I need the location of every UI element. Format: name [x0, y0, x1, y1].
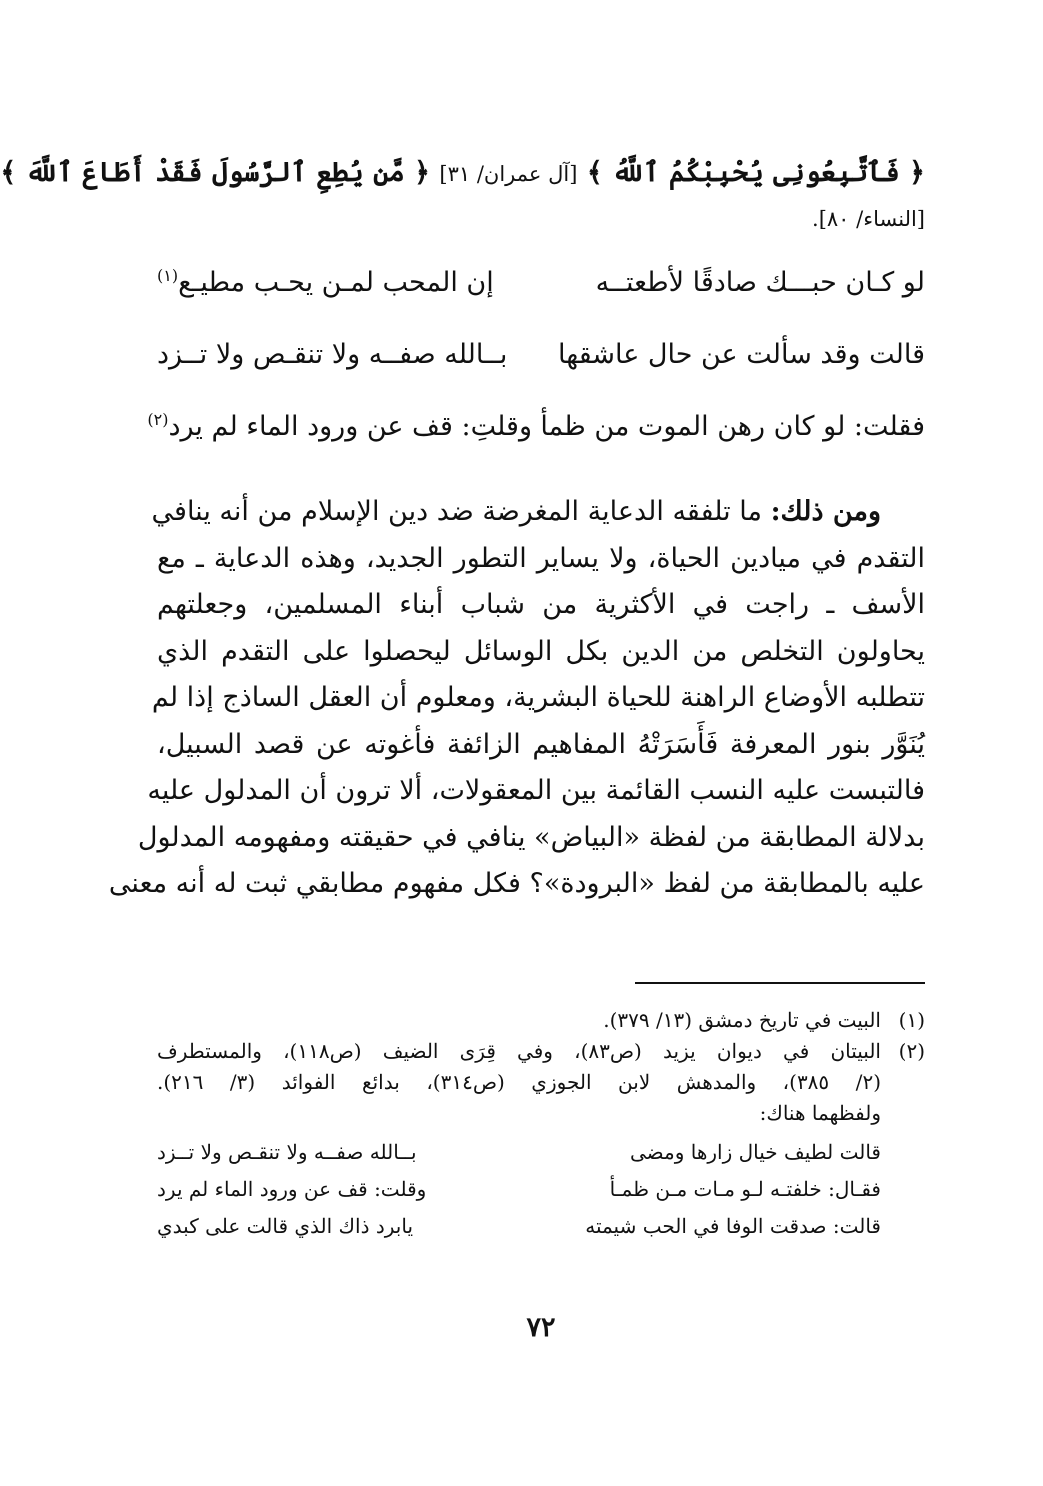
poem-second-hemistich: بــالله صفــه ولا تنقـص ولا تــزد	[157, 339, 508, 370]
footnotes	[157, 1005, 925, 1248]
prose-line: التقدم في ميادين الحياة، ولا يساير التطور الجديد، وهذه الدعاية ـ مع	[157, 542, 925, 574]
footnote-poem-first: فقـال: خلفتـه لـو مـات مـن ظمـأ	[609, 1177, 881, 1201]
footnote-number: (٢)	[898, 1039, 925, 1063]
footnote-poem-verse	[157, 1174, 881, 1211]
verse-reference-an-nisa: [النساء/ ٨٠].	[812, 207, 925, 231]
prose-line: فالتبست عليه النسب القائمة بين المعقولات، ألا ترون أن المدلول عليه	[147, 775, 925, 806]
footnote-poem	[157, 1137, 881, 1248]
poem-first-hemistich: قالت وقد سألت عن حال عاشقها	[558, 339, 925, 370]
footnote-poem-verse	[157, 1137, 881, 1174]
footnote-1	[157, 1005, 925, 1036]
poem-verse	[157, 263, 925, 335]
footnote-poem-first: قالت: صدقت الوفا في الحب شيمته	[585, 1214, 881, 1238]
prose-line: بدلالة المطابقة من لفظة «البياض» ينافي في حقيقته ومفهومه المدلول	[137, 821, 925, 853]
poem-verse	[157, 335, 925, 407]
footnote-number: (١)	[898, 1008, 925, 1032]
footnote-2	[157, 1036, 925, 1129]
footnote-text: البيت في تاريخ دمشق (١٣/ ٣٧٩).	[603, 1008, 881, 1032]
quran-verse-line	[0, 150, 925, 197]
prose-line	[151, 489, 925, 536]
footnote-marker: (١)	[157, 266, 179, 285]
prose-line: يُنَوَّر بنور المعرفة فَأَسَرَتْهُ المفاهيم الزائفة فأغوته عن قصد السبيل،	[157, 728, 925, 760]
prose-paragraph	[108, 489, 925, 908]
poem-second-hemistich	[157, 263, 532, 335]
verse-reference-al-imran: [آل عمران/ ٣١]	[439, 162, 578, 186]
poetry-block	[147, 263, 925, 479]
prose-lead: ومن ذلك:	[770, 496, 881, 527]
footnote-poem-first: قالت لطيف خيال زارها ومضى	[630, 1140, 881, 1164]
footnote-poem-second: بــالله صفــه ولا تنقـص ولا تــزد	[157, 1140, 417, 1164]
poem-second-text: وقلتِ: قف عن ورود الماء لم يرد	[168, 411, 532, 442]
prose-line: الأسف ـ راجت في الأكثرية من شباب أبناء المسلمين، وجعلتهم	[157, 589, 925, 620]
prose-line: يحاولون التخلص من الدين بكل الوسائل ليحصلوا على التقدم الذي	[157, 635, 925, 667]
footnote-marker: (٢)	[147, 410, 169, 429]
poem-first-hemistich: لو كـان حبـــك صادقًا لأطعتــه	[595, 267, 925, 298]
footnote-poem-verse	[157, 1211, 881, 1248]
verse-al-imran: ﴿ فَٱتَّبِعُونِى يُحْبِبْكُمُ ٱللَّهُ ﴾	[586, 157, 925, 188]
poem-verse	[147, 407, 925, 479]
footnote-line: (٢/ ٣٨٥)، والمدهش لابن الجوزي (ص٣١٤)، بدائع الفوائد (٣/ ٢١٦).	[157, 1070, 881, 1094]
prose-line: تتطلبه الأوضاع الراهنة للحياة البشرية، ومعلوم أن العقل الساذج إذا لم	[151, 682, 925, 713]
footnote-poem-second: وقلت: قف عن ورود الماء لم يرد	[157, 1177, 427, 1201]
footnote-poem-second: يابرد ذاك الذي قالت على كبدي	[157, 1214, 414, 1238]
verse-an-nisa: ﴿ مَّن يُطِعِ ٱلرَّسُولَ فَقَدْ أَطَاعَ ٱللَّهَ ﴾	[0, 157, 430, 188]
prose-line: عليه بالمطابقة من لفظ «البرودة»؟ فكل مفهوم مطابقي ثبت له أنه معنى	[108, 868, 925, 899]
footnote-line: البيتان في ديوان يزيد (ص٨٣)، وفي قِرَى الضيف (ص١١٨)، والمستطرف	[157, 1039, 881, 1063]
prose-line-text: ما تلفقه الدعاية المغرضة ضد دين الإسلام من أنه ينافي	[151, 496, 762, 527]
poem-first-hemistich: فقلت: لو كان رهن الموت من ظمأ	[540, 411, 925, 442]
footnote-text	[157, 1036, 881, 1129]
page-number: ٧٢	[526, 1312, 556, 1343]
footnote-line: ولفظهما هناك:	[759, 1101, 881, 1125]
main-text	[0, 150, 925, 908]
footnote-divider	[635, 982, 925, 984]
poem-second-hemistich	[147, 407, 532, 479]
poem-second-text: إن المحب لمـن يحـب مطيـع	[178, 267, 494, 298]
